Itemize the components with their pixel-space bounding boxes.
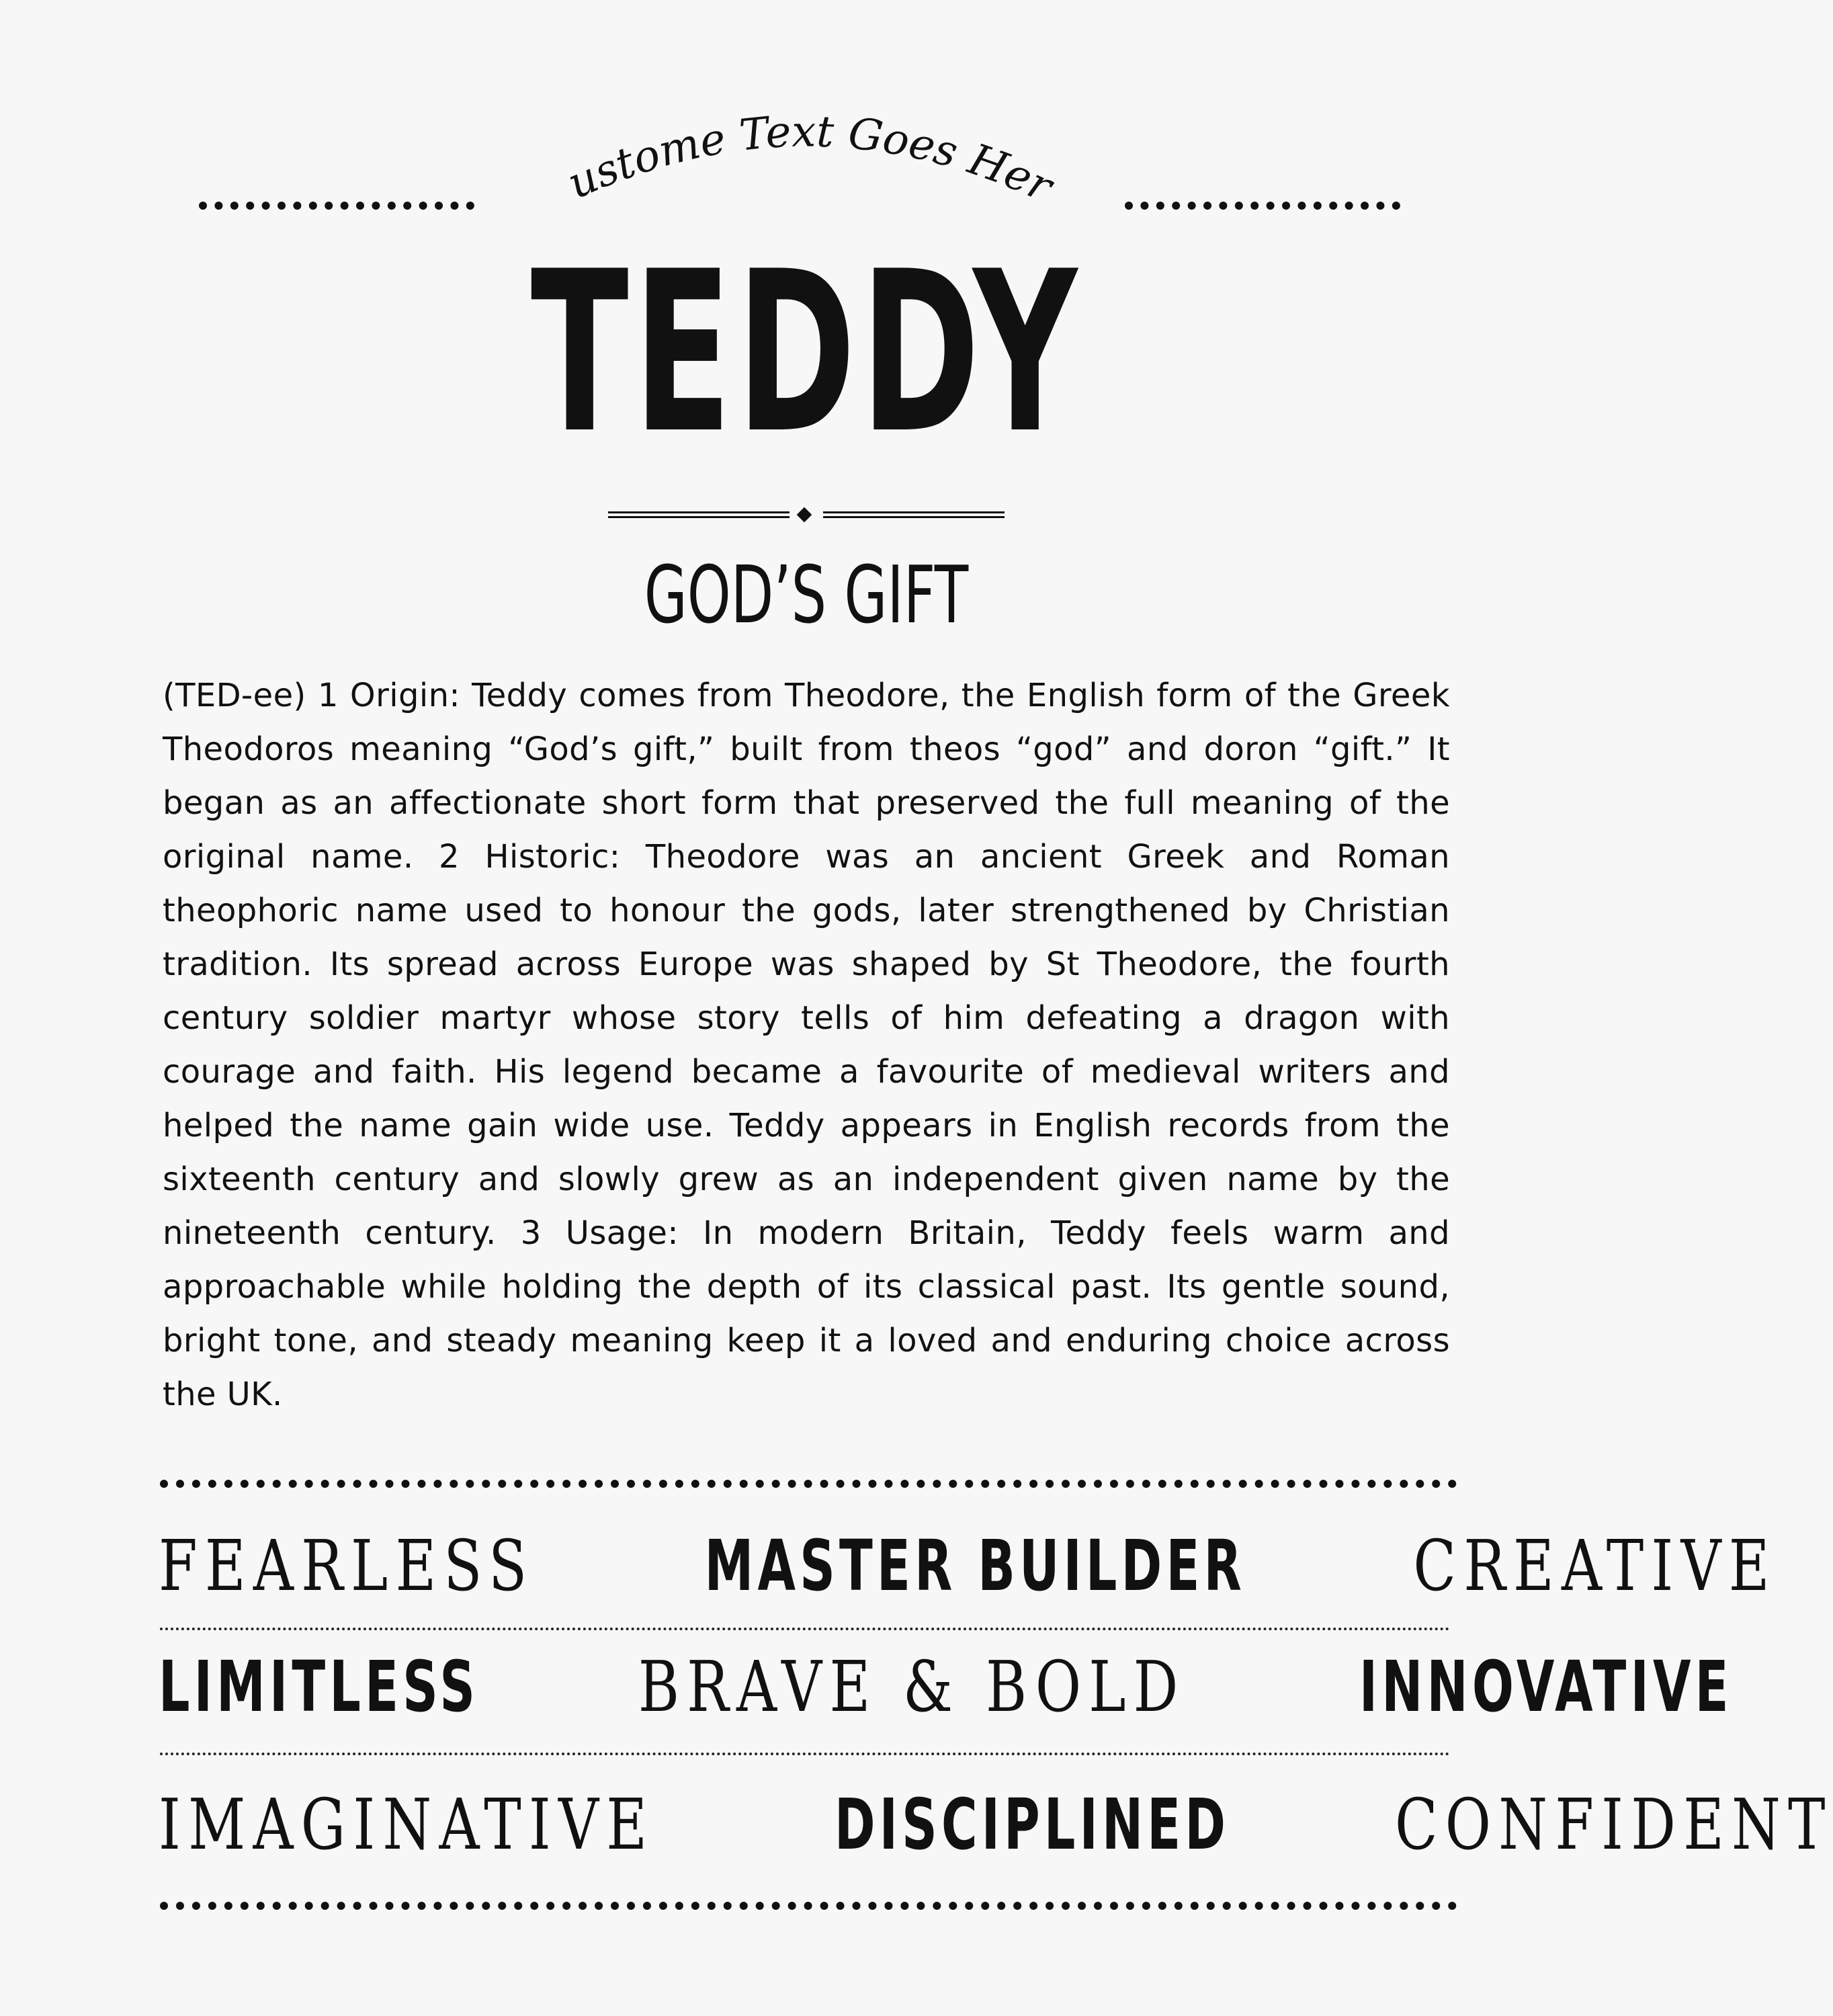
custom-text-label: Custome Text Goes Here — [521, 72, 1060, 212]
trait-word: LIMITLESS — [159, 1646, 480, 1728]
name-meaning: GOD’S GIFT — [644, 548, 969, 641]
trait-word: CREATIVE — [1413, 1525, 1777, 1607]
custom-text — [521, 72, 1075, 218]
trait-word: INNOVATIVE — [1359, 1646, 1734, 1728]
trait-word: CONFIDENT — [1394, 1783, 1833, 1865]
ornament-line-right — [823, 511, 1005, 518]
row-dots-1 — [160, 1628, 1450, 1630]
name-title: TEDDY — [530, 224, 1082, 482]
trait-row-1 — [159, 1522, 1777, 1609]
svg-text:Custome Text Goes Here — [521, 72, 1062, 213]
section-dots-top — [160, 1480, 1457, 1488]
diamond-icon — [797, 507, 812, 523]
trait-word: BRAVE & BOLD — [638, 1646, 1186, 1728]
ornament-divider — [608, 509, 1005, 526]
section-dots-bottom — [160, 1902, 1457, 1910]
trait-word: FEARLESS — [159, 1525, 535, 1607]
header-dots-left — [199, 202, 474, 210]
trait-word: IMAGINATIVE — [159, 1783, 655, 1865]
header-dots-right — [1125, 202, 1400, 210]
name-description: (TED-ee) 1 Origin: Teddy comes from Theodore, the English form of the Greek Theodoros meaning “God’s gift,” built from theos “god” and doron “gift.” It began as an affectionate short form that preserved the full meaning of the original name. 2 Historic: Theodore was an ancient Greek and Roman theophoric name used to honour the gods, later strengthened by Christian tradition. Its spread across Europe was shaped by St Theodore, the fourth century soldier martyr whose story tells of him defeating a dragon with courage and faith. His legend became a favourite of medieval writers and helped the name gain wide use. Teddy appears in English records from the sixteenth century and slowly grew as an independent given name by the nineteenth century. 3 Usage: In modern Britain, Teddy feels warm and approachable while holding the depth of its classical past. Its gentle sound, bright tone, and steady meaning keep it a loved and enduring choice across the UK. — [163, 677, 1450, 1413]
row-dots-2 — [160, 1753, 1450, 1755]
trait-row-2 — [159, 1643, 1734, 1730]
trait-word: MASTER BUILDER — [704, 1525, 1246, 1607]
trait-row-3 — [159, 1781, 1833, 1868]
ornament-line-left — [608, 511, 790, 518]
trait-word: DISCIPLINED — [834, 1783, 1230, 1865]
